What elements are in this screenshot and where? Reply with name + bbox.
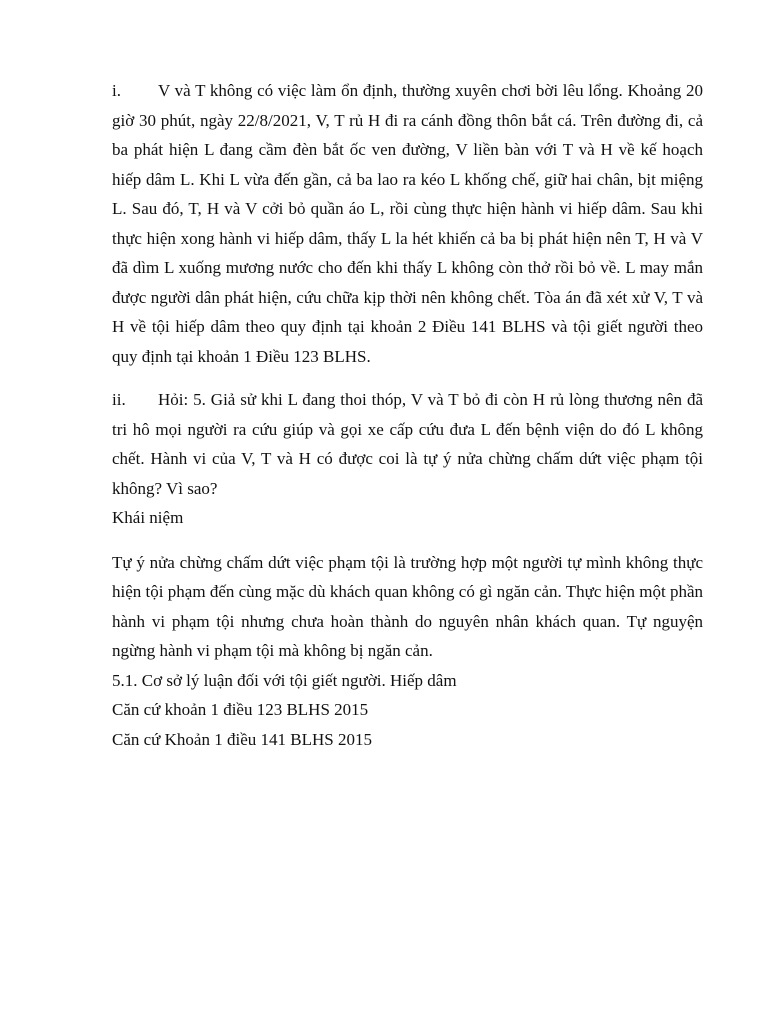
basis-line-article-141: Căn cứ Khoản 1 điều 141 BLHS 2015 [112, 729, 372, 749]
case-text: V và T không có việc làm ổn định, thường xuyên chơi bời lêu lổng. Khoảng 20 giờ 30 phút, ngày 22/8/2021, V, T rủ H đi ra cánh đồng thôn bắt cá. Trên đường đi, cả ba phát hiện L đang cầm đèn bắt ốc ven đường, V liền bàn với T và H về kế hoạch hiếp dâm L. Khi L vừa đến gần, cả ba lao ra kéo L khống chế, giữ hai chân, bịt miệng L. Sau đó, T, H và V cởi bỏ quần áo L, rồi cùng thực hiện hành vi hiếp dâm. Sau khi thực hiện xong hành vi hiếp dâm, thấy L la hét khiến cả ba bị phát hiện nên T, H và V đã dìm L xuống mương nước cho đến khi thấy L không còn thở rồi bỏ về. L may mắn được người dân phát hiện, cứu chữa kịp thời nên không chết. Tòa án đã xét xử V, T và H về tội hiếp dâm theo quy định tại khoản 2 Điều 141 BLHS và tội giết người theo quy định tại khoản 1 Điều 123 BLHS. [112, 81, 703, 366]
document-page [112, 76, 703, 754]
question-text: Hỏi: 5. Giả sử khi L đang thoi thóp, V và T bỏ đi còn H rủ lòng thương nên đã tri hô mọi người ra cứu giúp và gọi xe cấp cứu đưa L đến bệnh viện do đó L không chết. Hành vi của V, T và H có được coi là tự ý nửa chừng chấm dứt việc phạm tội không? Vì sao? [112, 390, 703, 498]
basis-line-article-123: Căn cứ khoản 1 điều 123 BLHS 2015 [112, 700, 369, 719]
concept-heading: Khái niệm [112, 508, 184, 527]
list-marker-i: i. [112, 81, 121, 100]
question-paragraph [112, 385, 703, 503]
concept-paragraph: Tự ý nửa chừng chấm dứt việc phạm tội là trường hợp một người tự mình không thực hiện tội phạm đến cùng mặc dù khách quan không có gì ngăn cản. Thực hiện một phần hành vi phạm tội nhưng chưa hoàn thành do nguyên nhân khách quan. Tự nguyện ngừng hành vi phạm tội mà không bị ngăn cản. [112, 552, 703, 660]
section-heading: 5.1. Cơ sở lý luận đối với tội giết người. Hiếp dâm [112, 670, 457, 690]
case-paragraph [112, 76, 703, 371]
list-marker-ii: ii. [112, 390, 126, 409]
